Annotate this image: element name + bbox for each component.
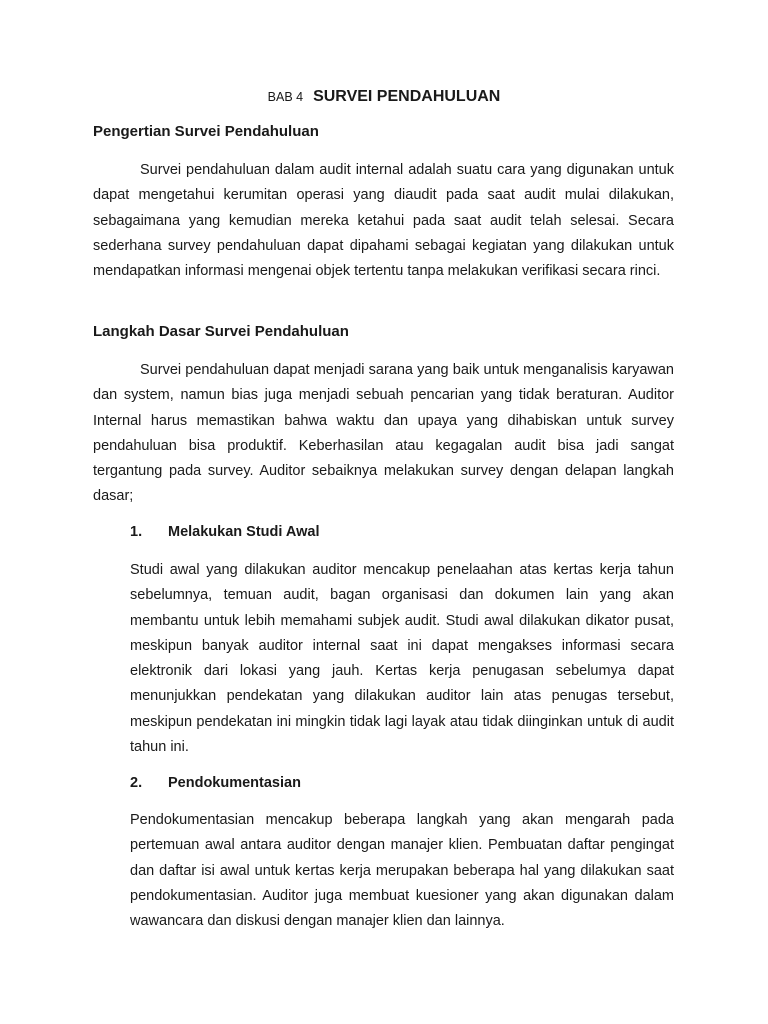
chapter-title <box>0 86 768 108</box>
step-paragraph-2: Pendokumentasian mencakup beberapa langkah yang akan mengarah pada pertemuan awal antara auditor dengan manajer klien. Pembuatan daftar pengingat dan daftar isi awal untuk kertas kerja merupakan beberapa hal yang dilakukan saat pendokumentasian. Auditor juga membuat kuesioner yang akan digunakan dalam wawancara dan diskusi dengan manajer klien dan lainnya. <box>130 812 674 930</box>
section-heading-pengertian: Pengertian Survei Pendahuluan <box>93 123 319 140</box>
step-heading-2 <box>130 775 301 791</box>
section-paragraph-langkah-dasar: Survei pendahuluan dapat menjadi sarana yang baik untuk menganalisis karyawan dan system, namun bias juga menjadi sebuah pencarian yang tidak beraturan. Auditor Internal harus memastikan bahwa waktu dan upaya yang dihabiskan untuk survey pendahuluan bisa produktif. Keberhasilan atau kegagalan audit bisa jadi sangat tergantung pada survey. Auditor sebaiknya melakukan survey dengan delapan langkah dasar; <box>93 362 674 505</box>
step-paragraph-1: Studi awal yang dilakukan auditor mencakup penelaahan atas kertas kerja tahun sebelumnya, temuan audit, bagan organisasi dan dokumen lain yang akan membantu untuk lebih memahami subjek audit. Studi awal dilakukan dikator pusat, meskipun banyak auditor internal saat ini dapat mengakses informasi secara elektronik dari lokasi yang jauh. Kertas kerja penugasan sebelumya dapat menunjukkan pendekatan yang dilakukan auditor lain atas penugas tersebut, meskipun pendekatan ini mingkin tidak lagi layak atau tidak diinginkan untuk di audit tahun ini. <box>130 562 674 756</box>
section-paragraph-pengertian: Survei pendahuluan dalam audit internal adalah suatu cara yang digunakan untuk dapat mengetahui kerumitan operasi yang diaudit pada saat audit mulai dilakukan, sebagaimana yang kemudian mereka ketahui pada saat audit telah selesai. Secara sederhana survey pendahuluan dapat dipahami sebagai kegiatan yang dilakukan untuk mendapatkan informasi mengenai objek tertentu tanpa melakukan verifikasi secara rinci. <box>93 162 674 280</box>
step-title: Pendokumentasian <box>168 775 301 791</box>
chapter-number: BAB 4 <box>267 90 304 104</box>
chapter-name: SURVEI PENDAHULUAN <box>313 88 501 105</box>
section-heading-langkah-dasar: Langkah Dasar Survei Pendahuluan <box>93 323 349 340</box>
step-number: 1. <box>130 524 143 540</box>
step-title: Melakukan Studi Awal <box>168 524 320 540</box>
step-heading-1 <box>130 524 320 540</box>
step-number: 2. <box>130 775 143 791</box>
